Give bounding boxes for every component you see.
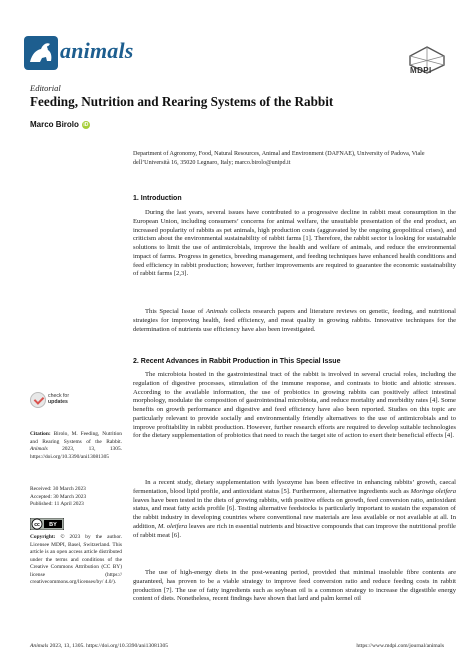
article-type: Editorial — [30, 83, 61, 93]
footer-citation: Animals 2023, 13, 1305. https://doi.org/10.3390/ani13081305 — [30, 643, 169, 649]
author-name[interactable]: Marco Birolo — [30, 120, 79, 129]
footer-journal-link[interactable]: https://www.mdpi.com/journal/animals — [356, 643, 444, 649]
check-updates-label: check for updates — [48, 393, 70, 405]
publication-dates — [30, 486, 122, 509]
svg-text:BY: BY — [49, 522, 57, 529]
journal-name: animals — [60, 38, 134, 63]
author-line — [30, 120, 90, 129]
section-2-heading: 2. Recent Advances in Rabbit Production in This Special Issue — [133, 358, 341, 365]
section-1-paragraph-1: During the last years, several issues have contributed to a progressive decline in rabbit meat consumption in the European Union, including consumers’ concerns for animal welfare, the unsuitable presentation of the end product, an increased popularity of rabbits as pet animals, high production costs (aggravated by the ongoing geopolitical crises), and criticism about the environmental sustainability of rabbit farms [1]. Therefore, the rabbit sector is looking for sustainable solutions to limit the use of antimicrobials, improve the health and welfare of animals, and reduce the environmental impact of farms. Progress in genetics, breeding management, and feeding techniques have enhanced health conditions and feed efficiency in rabbit production; however, further improvements are required to guarantee the economic sustainability of rabbit farms [2,3]. — [133, 209, 456, 278]
svg-text:cc: cc — [34, 522, 40, 528]
citation-block: Citation: Birolo, M. Feeding, Nutrition and Rearing Systems of the Rabbit. Animals 2023, 13, 1305. https://doi.org/10.3390/ani13081305 — [30, 431, 122, 460]
check-for-updates-button[interactable] — [30, 392, 90, 416]
publisher-name: MDPI — [410, 66, 432, 75]
article-title: Feeding, Nutrition and Rearing Systems of the Rabbit — [30, 94, 334, 109]
section-1-paragraph-2: This Special Issue of Animals collects research papers and literature reviews on genetic, feeding, and nutritional strategies for improving health, feed efficiency, and meat quality in growing rabbits. Innovative techniques for the determination of nutrients use efficiency have also been investigated. — [133, 308, 457, 333]
orcid-icon[interactable]: iD — [83, 122, 89, 128]
check-updates-icon — [30, 392, 46, 408]
section-1-heading: 1. Introduction — [133, 195, 182, 202]
journal-logo-icon — [24, 36, 58, 70]
section-2-paragraph-3: The use of high-energy diets in the post-weaning period, provided that minimal insoluble fibre contents are guaranteed, has proven to be a viable strategy to improve feed conversion ratio and reduce feeding costs in rabbit production [7]. The use of fatty ingredients such as soybean oil is a common strategy to increase the digestible energy content of diets. Nonetheless, recent findings have shown that lard and palm kernel oil — [133, 569, 456, 603]
copyright-notice: Copyright: © 2023 by the author. Licensee MDPI, Basel, Switzerland. This article is an open access article distributed under the terms and conditions of the Creative Commons Attribution (CC BY) license (https:// creativecommons.org/licenses/by/ 4.0/). — [30, 534, 122, 585]
section-2-paragraph-1: The microbiota hosted in the gastrointestinal tract of the rabbit is involved in several crucial roles, including the regulation of digestive processes, stimulation of the immune response, and contrasts to biotic and abiotic stresses. According to the available information, the use of probiotics in growing rabbits can positively affect intestinal morphology, modulate the composition of gastrointestinal microbiota, and reduce mortality and morbidity rates [4]. Some benefits on growth performance and digestive and feed efficiency have also been reported. Studies on this topic are particularly relevant to provide socially and environmentally friendly alternatives to the use of antimicrobials and to improve profitability in rabbit production. However, further research efforts are required to develop suitable technologies for the dietary supplementation of probiotics that need to reach the target site of action to exert their beneficial effects [4]. — [133, 371, 456, 440]
affiliation: Department of Agronomy, Food, Natural Resources, Animal and Environment (DAFNAE), University of Padova, Viale dell’Università 16, 35020 Legnaro, Italy; marco.birolo@unipd.it — [133, 151, 425, 166]
received-date: Received: 30 March 2023 — [30, 486, 86, 492]
cc-by-license-icon[interactable] — [30, 518, 64, 530]
section-2-paragraph-2: In a recent study, dietary supplementation with lysozyme has been effective in enhancing rabbits’ growth, caecal fermentation, blood lipid profile, and antioxidant status [5]. Furthermore, alternative ingredients such as Moringa oleifera leaves have been tested in the diets of growing rabbits, with positive effects on growth, feed conversion ratio, antioxidant status, and meat fatty acids profile [6]. Testing alternative feedstocks is particularly important to sustain the expansion of the rabbit industry in developing countries where conventional raw materials are less available or not available at all. In addition, M. oleifera leaves are rich in essential nutrients and bioactive compounds that can improve the nutritional profile of rabbit meat [6]. — [133, 479, 456, 539]
published-date: Published: 11 April 2023 — [30, 501, 84, 507]
accepted-date: Accepted: 30 March 2023 — [30, 493, 87, 500]
